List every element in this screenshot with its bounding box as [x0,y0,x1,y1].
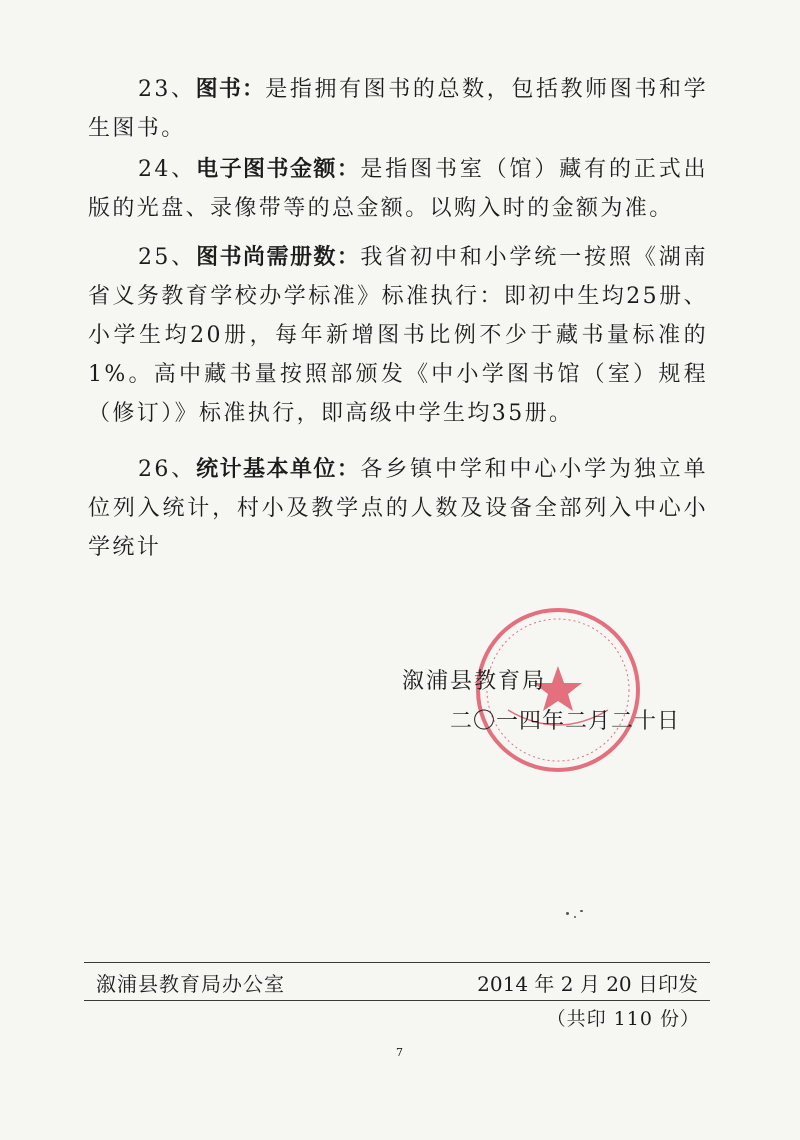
item-25 [88,238,708,433]
item-text: 各乡镇中学和中心小学为独立单位列入统计，村小及教学点的人数及设备全部列入中心小学统计 [88,457,708,560]
item-26 [88,450,708,567]
footer-copies: （共印 110 份） [546,1008,700,1030]
scan-speck [574,916,576,918]
scan-speck [566,912,569,915]
item-term: 图书尚需册数： [196,245,361,270]
item-text: 是指拥有图书的总数，包括教师图书和学生图书。 [88,77,708,141]
footer-rule-bottom [84,1000,710,1001]
page-number: 7 [396,1046,403,1059]
item-term: 图书： [195,77,266,102]
signature-organization: 溆浦县教育局 [402,669,547,694]
scan-speck [580,910,583,912]
item-23 [88,70,708,148]
item-term: 统计基本单位： [196,457,361,482]
item-number: 23、 [138,77,196,102]
footer-rule-top [84,962,710,963]
footer-office: 溆浦县教育局办公室 [96,972,285,996]
item-number: 25、 [138,245,197,270]
item-24 [88,150,708,228]
item-text: 我省初中和小学统一按照《湖南省义务教育学校办学标准》标准执行：即初中生均25册、小学生均20册，每年新增图书比例不少于藏书量标准的1%。高中藏书量按照部颁发《中小学图书馆（室）规程（修订）》标准执行，即高级中学生均35册。 [88,245,708,426]
signature-date: 二〇一四年二月二十日 [450,709,681,734]
item-number: 24、 [138,157,197,182]
item-number: 26、 [138,457,197,482]
item-text: 是指图书室（馆）藏有的正式出版的光盘、录像带等的总金额。以购入时的金额为准。 [88,157,708,221]
item-term: 电子图书金额： [196,157,361,182]
footer-issue-date: 2014 年 2 月 20 日印发 [477,972,698,996]
